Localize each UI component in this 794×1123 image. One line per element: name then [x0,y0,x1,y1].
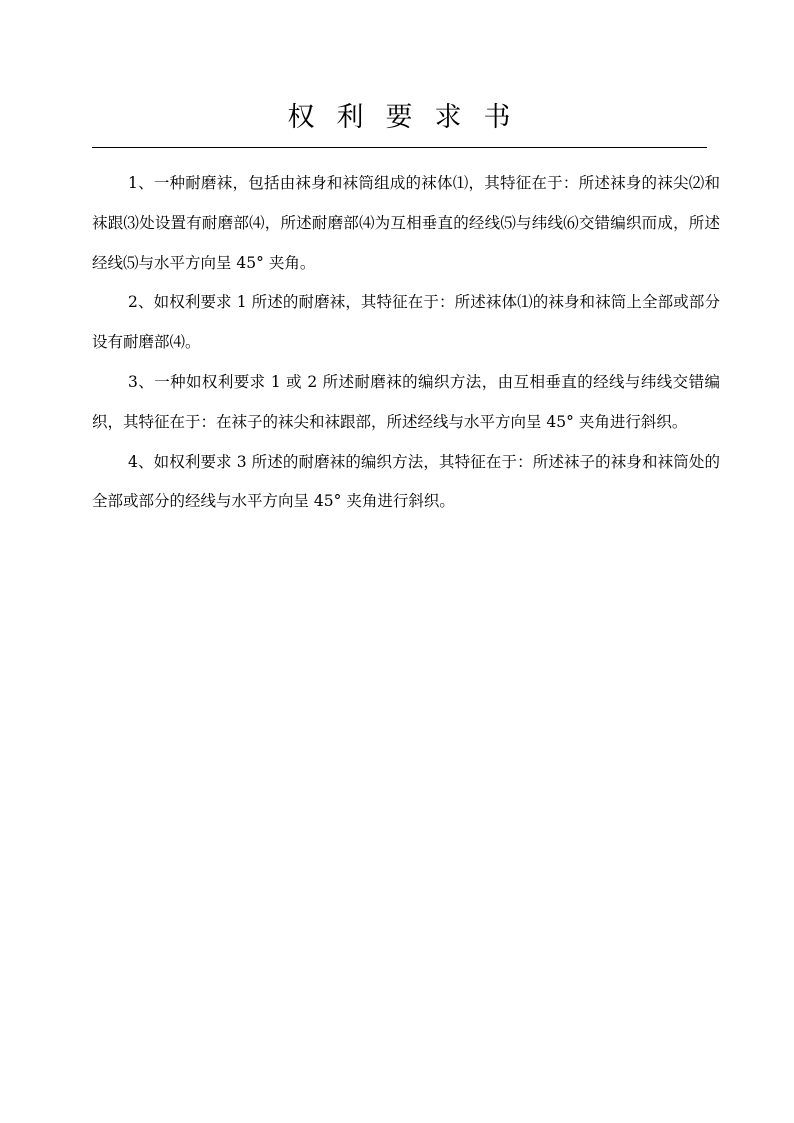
claim-4: 4、如权利要求 3 所述的耐磨袜的编织方法，其特征在于：所述袜子的袜身和袜筒处的全部或部分的经线与水平方向呈 45° 夹角进行斜织。 [92,452,720,511]
document-title: 权利要求书 [287,102,533,133]
claim-2: 2、如权利要求 1 所述的耐磨袜，其特征在于：所述袜体⑴的袜身和袜筒上全部或部分设有耐磨部⑷。 [92,293,720,352]
claim-3: 3、一种如权利要求 1 或 2 所述耐磨袜的编织方法，由互相垂直的经线与纬线交错编织，其特征在于：在袜子的袜尖和袜跟部，所述经线与水平方向呈 45° 夹角进行斜织。 [92,372,720,431]
claim-1: 1、一种耐磨袜，包括由袜身和袜筒组成的袜体⑴，其特征在于：所述袜身的袜尖⑵和袜跟⑶处设置有耐磨部⑷，所述耐磨部⑷为互相垂直的经线⑸与纬线⑹交错编织而成，所述经线⑸与水平方向呈 45° 夹角。 [92,174,720,272]
claims-list [92,164,720,522]
title-underline [92,147,707,148]
